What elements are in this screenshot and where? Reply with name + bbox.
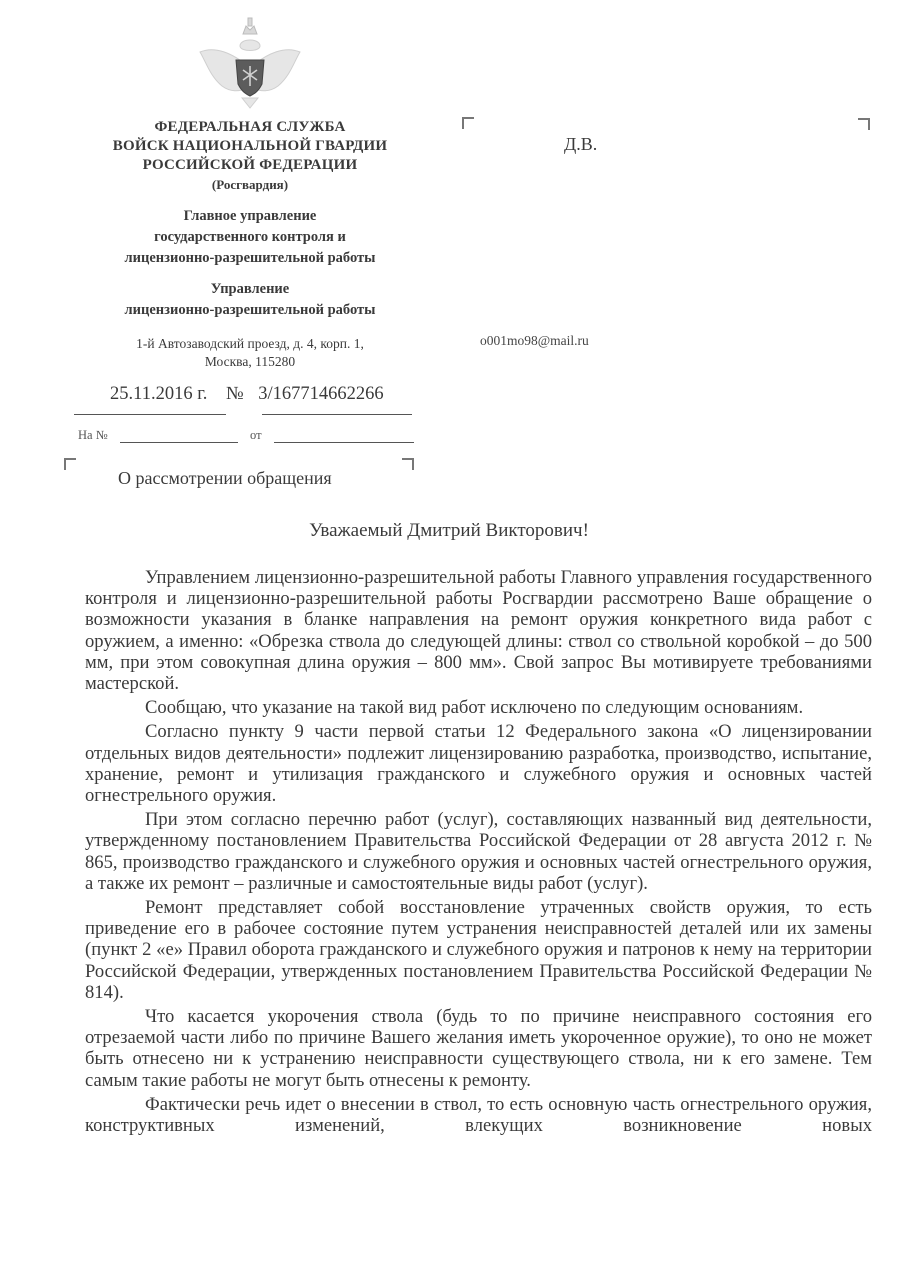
- addressee-bracket-right: [858, 118, 870, 130]
- paragraph: Согласно пункту 9 части первой статьи 12 Федерального закона «О лицензировании отдельных видов деятельности» подлежит лицензированию разработка, производство, испытание, хранение, ремонт и утилизация гражданского и служебного оружия и основных частей огнестрельного оружия.: [85, 721, 872, 807]
- org-name-line-3: РОССИЙСКОЙ ФЕДЕРАЦИИ: [142, 157, 358, 173]
- subject-line: О рассмотрении обращения: [118, 468, 332, 488]
- main-dept-line-1: Главное управление: [183, 208, 317, 224]
- in-reply-label: На №: [78, 428, 108, 442]
- recipient-name: Д.В.: [564, 134, 598, 154]
- org-name-line-2: ВОЙСК НАЦИОНАЛЬНОЙ ГВАРДИИ: [112, 138, 388, 154]
- address-line-2: Москва, 115280: [204, 354, 296, 369]
- sub-department: [62, 279, 438, 321]
- registration-line: [110, 384, 384, 405]
- letterhead: [62, 118, 438, 371]
- paragraph: Что касается укорочения ствола (будь то по причине неисправного состояния его отрезаемой части либо по причине Вашего желания иметь укороченное оружие), то оно не может быть отнесено ни к устранению неисправности существующего ствола, ни к его замене. Тем самым такие работы не могут быть отнесены к ремонту.: [85, 1006, 872, 1091]
- paragraph: Сообщаю, что указание на такой вид работ исключено по следующим основаниям.: [145, 697, 804, 719]
- rosgvardia-eagle-emblem-icon: [196, 12, 304, 110]
- paragraph: Фактически речь идет о внесении в ствол, то есть основную часть огнестрельного оружия, конструктивных изменений, влекущих возникновение новых: [85, 1093, 872, 1137]
- main-dept-line-2: государственного контроля и: [154, 229, 346, 245]
- main-department: [62, 206, 438, 269]
- paragraph: Ремонт представляет собой восстановление утраченных свойств оружия, то есть приведение его в рабочее состояние путем устранения неисправностей деталей или их замены (пункт 2 «е» Правил оборота гражданского и служебного оружия и патронов к нему на территории Российской Федерации, утвержденных постановлением Правительства Российской Федерации № 814).: [85, 897, 872, 1003]
- org-name-line-1: ФЕДЕРАЛЬНАЯ СЛУЖБА: [154, 119, 346, 135]
- sub-dept-line-1: Управление: [210, 281, 290, 297]
- from-label: от: [250, 428, 262, 442]
- paragraph: Управлением лицензионно-разрешительной работы Главного управления государственного контроля и лицензионно-разрешительной работы Росгвардии рассмотрено Ваше обращение о возможности указания в бланке направления на ремонт оружия конкретного вида работ с оружием, а именно: «Обрезка ствола до следующей длины: ствол со ствольной коробкой – до 500 мм, при этом совокупная длина оружия – 800 мм». Свой запрос Вы мотивируете требованиями мастерской.: [85, 567, 872, 695]
- in-reply-row: [78, 428, 418, 443]
- number-underline: [262, 414, 412, 415]
- address-line-1: 1-й Автозаводский проезд, д. 4, корп. 1,: [136, 336, 364, 351]
- main-dept-line-3: лицензионно-разрешительной работы: [124, 250, 376, 266]
- sub-dept-line-2: лицензионно-разрешительной работы: [124, 302, 376, 318]
- registration-number: 3/167714662266: [258, 384, 384, 404]
- subject-bracket-right: [402, 458, 414, 470]
- number-sign: №: [225, 384, 244, 404]
- paragraph: При этом согласно перечню работ (услуг), составляющих названный вид деятельности, утвержденному постановлением Правительства Российской Федерации от 28 августа 2012 г. № 865, производство гражданского и служебного оружия и основных частей огнестрельного оружия, а также их ремонт – различные и самостоятельные виды работ (услуг).: [85, 809, 872, 894]
- addressee-bracket-left: [462, 117, 474, 129]
- from-blank: [274, 442, 414, 443]
- registration-date: 25.11.2016 г.: [110, 384, 208, 404]
- org-address: [62, 335, 438, 371]
- subject-bracket-left: [64, 458, 76, 470]
- date-underline: [74, 414, 226, 415]
- recipient-email: o001mo98@mail.ru: [480, 333, 589, 348]
- in-reply-blank: [120, 442, 238, 443]
- org-short-name: (Росгвардия): [211, 177, 289, 192]
- greeting: Уважаемый Дмитрий Викторович!: [309, 520, 589, 541]
- letter-body: [85, 567, 872, 1139]
